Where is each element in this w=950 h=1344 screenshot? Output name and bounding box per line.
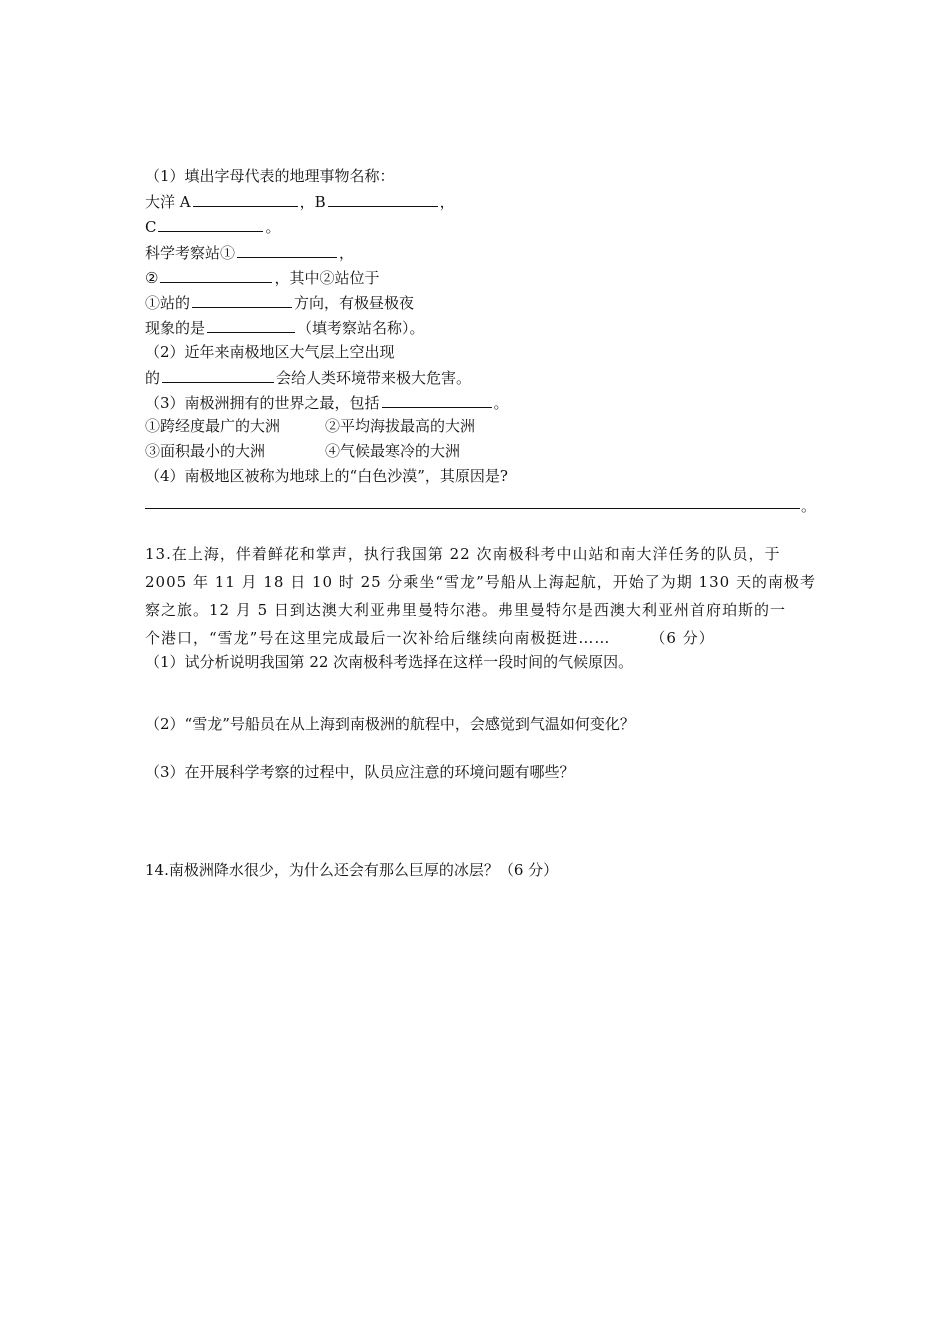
answer-blank-c[interactable] [158,216,263,232]
answer-blank-phenomenon[interactable] [207,317,295,333]
answer-blank-records[interactable] [382,392,492,408]
answer-line-part4[interactable] [145,508,800,509]
direction-line: ①站的 方向，有极昼极夜 [145,294,415,312]
part3-line: （3）南极洲拥有的世界之最，包括 。 [145,394,509,412]
part2-line2: 的 会给人类环境带来极大危害。 [145,369,472,387]
option-1: ①跨经度最广的大洲 [145,417,281,435]
part4-period: 。 [801,497,817,515]
part2-line1: （2）近年来南极地区大气层上空出现 [145,343,395,361]
q13-sub3: （3）在开展科学考察的过程中，队员应注意的环境问题有哪些？ [145,763,575,781]
answer-blank-direction[interactable] [192,292,292,308]
answer-blank-a[interactable] [193,191,298,207]
q13-sub1: （1）试分析说明我国第 22 次南极科考选择在这样一段时间的气候原因。 [145,653,634,671]
station2-line: ② ，其中②站位于 [145,269,380,287]
answer-blank-atmosphere[interactable] [162,367,274,383]
q13-line4: 个港口，“雪龙”号在这里完成最后一次补给后继续向南极挺进…… （6 分） [145,629,715,647]
q13-line1: 13.在上海，伴着鲜花和掌声，执行我国第 22 次南极科考中山站和南大洋任务的队员，于 [145,545,781,563]
question-13 [145,540,816,652]
ocean-line: 大洋 A ，B ， [145,193,455,211]
option-4: ④气候最寒冷的大洲 [325,442,461,460]
part1-intro: （1）填出字母代表的地理事物名称： [145,167,395,185]
option-3: ③面积最小的大洲 [145,442,266,460]
answer-blank-b[interactable] [328,191,438,207]
q13-score: （6 分） [650,629,715,647]
answer-blank-station1[interactable] [237,242,337,258]
q13-line2: 2005 年 11 月 18 日 10 时 25 分乘坐“雪龙”号船从上海起航，开始了为期 130 天的南极考 [145,573,816,591]
question-14: 14.南极洲降水很少，为什么还会有那么巨厚的冰层？（6 分） [145,861,559,879]
c-line: C 。 [145,218,281,236]
q13-sub2: （2）“雪龙”号船员在从上海到南极洲的航程中，会感觉到气温如何变化？ [145,715,635,733]
answer-blank-station2[interactable] [160,267,272,283]
q13-line3: 察之旅。12 月 5 日到达澳大利亚弗里曼特尔港。弗里曼特尔是西澳大利亚州首府珀斯的一 [145,601,786,619]
station1-line: 科学考察站① ， [145,244,355,262]
options-row-1 [145,416,475,436]
part4-line: （4）南极地区被称为地球上的“白色沙漠”，其原因是? [145,467,508,485]
option-2: ②平均海拔最高的大洲 [325,417,476,435]
phenomenon-line: 现象的是 （填考察站名称）。 [145,319,425,337]
options-row-2 [145,441,460,461]
